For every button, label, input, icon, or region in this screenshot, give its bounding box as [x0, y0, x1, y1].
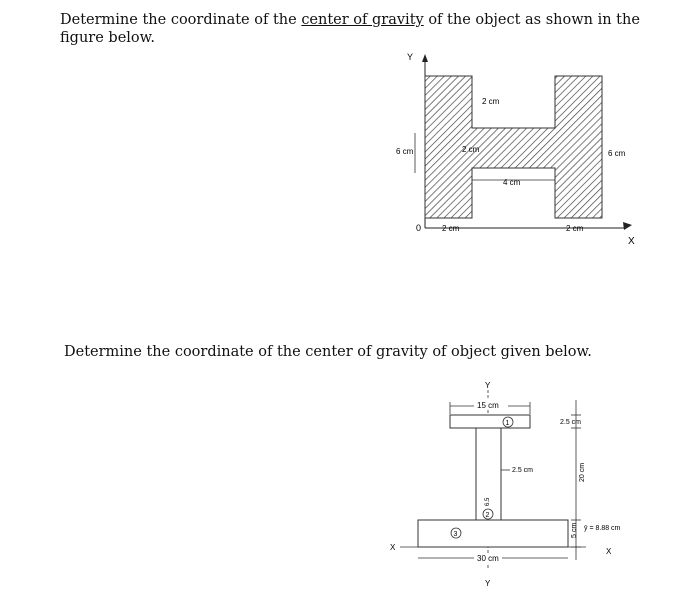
label-inner-bottom: 4 cm [503, 178, 521, 187]
part-3-label: 3 [453, 531, 458, 538]
label-base-thickness: 5 cm [571, 522, 578, 538]
y-axis-top-label: Y [485, 381, 491, 390]
x-axis-right-label: X [606, 547, 612, 556]
figure-h-shape [380, 48, 650, 248]
question-1-text-end: of the object as shown in the figure below. [60, 12, 640, 46]
label-top-thickness: 2.5 cm [560, 419, 582, 426]
x-axis-arrow [623, 222, 632, 230]
question-1-underlined-term: center of gravity [301, 12, 424, 28]
label-left-height: 6 cm [396, 147, 414, 156]
x-axis-left-label: X [390, 543, 396, 552]
h-shape-body [425, 76, 602, 218]
y-axis-bottom-label: Y [485, 579, 491, 588]
label-top-width: 15 cm [477, 401, 499, 410]
figure-i-beam [388, 378, 638, 590]
y-axis-label: Y [407, 52, 414, 62]
label-bottom-right: 2 cm [566, 224, 584, 233]
question-1-text-start: Determine the coordinate of the [60, 12, 302, 28]
label-bottom-left: 2 cm [442, 224, 460, 233]
part-1-label: 1 [505, 420, 510, 427]
label-ybar: ȳ = 8.88 cm [584, 525, 621, 532]
label-base-width: 30 cm [477, 554, 499, 563]
question-2: Determine the coordinate of the center of gravity of object given below. [64, 344, 592, 360]
label-top-gap: 2 cm [482, 97, 500, 106]
part-2-label: 2 [485, 512, 490, 519]
question-1 [60, 11, 672, 47]
label-web-thickness: 2.5 cm [512, 467, 534, 474]
small-dimension-label: 6.5 [485, 497, 491, 506]
origin-label: 0 [416, 223, 422, 233]
top-flange [450, 415, 530, 428]
y-axis-arrow [422, 54, 428, 62]
label-right-height: 6 cm [608, 149, 626, 158]
bottom-flange [418, 520, 568, 547]
label-web-height: 20 cm [579, 462, 586, 482]
label-inner-left: 2 cm [462, 145, 480, 154]
x-axis-label: X [628, 236, 635, 247]
